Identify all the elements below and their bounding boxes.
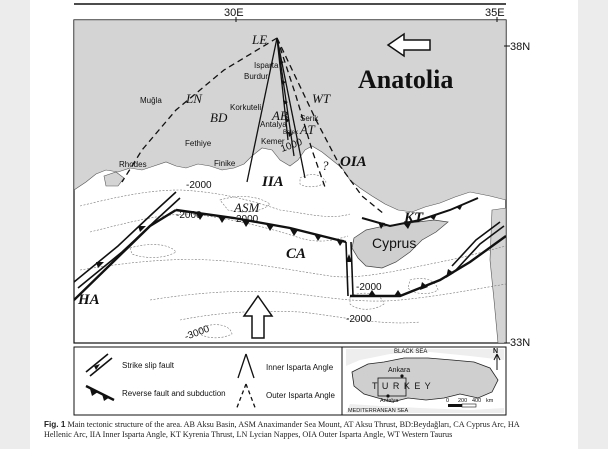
inset-turkey: T U R K E Y bbox=[372, 381, 432, 391]
legend-strike-slip-label: Strike slip fault bbox=[122, 361, 175, 370]
inset-black-sea: BLACK SEA bbox=[394, 349, 428, 355]
inset-ankara: Ankara bbox=[388, 367, 411, 374]
scale-400: 400 bbox=[472, 398, 482, 404]
depth-label: -3000 bbox=[183, 323, 212, 343]
label-question: ? bbox=[322, 158, 329, 173]
label-ca: CA bbox=[286, 246, 307, 262]
label-ln: LN bbox=[186, 91, 202, 106]
place-fethiye: Fethiye bbox=[185, 139, 212, 148]
label-at: AT bbox=[300, 122, 315, 137]
place-le: LE bbox=[252, 32, 268, 47]
caption-label: Fig. 1 bbox=[44, 420, 66, 429]
lat-label-38n: 38N bbox=[510, 41, 531, 53]
label-ab: AB bbox=[272, 108, 288, 123]
label-oia: OIA bbox=[340, 154, 367, 170]
label-bd: BD bbox=[210, 110, 228, 125]
label-kt: KT bbox=[404, 210, 424, 226]
place-kemer: Kemer bbox=[261, 137, 285, 146]
legend-inner-angle-label: Inner Isparta Angle bbox=[266, 363, 334, 372]
place-mugla: Muğla bbox=[140, 96, 162, 105]
place-serik: Serik bbox=[300, 114, 319, 123]
place-korkuteli: Korkuteli bbox=[230, 103, 262, 112]
depth-label: -2000 bbox=[186, 180, 212, 191]
place-cyprus: Cyprus bbox=[372, 235, 417, 251]
figure-caption bbox=[44, 420, 544, 440]
place-finike: Finike bbox=[214, 159, 236, 168]
scale-km: km bbox=[486, 398, 494, 404]
depth-label: -2000 bbox=[346, 314, 372, 325]
lon-label-35e: 35E bbox=[485, 7, 505, 19]
lat-label-33n: 33N bbox=[510, 337, 531, 349]
place-belek: Belek bbox=[283, 130, 299, 136]
scale-0: 0 bbox=[446, 398, 450, 404]
region-label-anatolia: Anatolia bbox=[358, 65, 454, 94]
label-ha: HA bbox=[78, 292, 100, 308]
place-isparta: Isparta bbox=[254, 61, 279, 70]
place-antalya: Antalya bbox=[260, 120, 287, 129]
turkey-outline bbox=[352, 358, 498, 402]
scale-200: 200 bbox=[458, 398, 468, 404]
inset-mediterranean: MEDITERRANEAN SEA bbox=[348, 408, 409, 414]
legend-outer-angle-label: Outer Isparta Angle bbox=[266, 391, 335, 400]
lon-label-30e: 30E bbox=[224, 7, 244, 19]
depth-label: 1000 bbox=[279, 136, 304, 155]
place-rhodes: Rhodes bbox=[119, 160, 147, 169]
place-burdur: Burdur bbox=[244, 72, 269, 81]
inset-north: N bbox=[493, 348, 499, 355]
label-iia: IIA bbox=[262, 174, 284, 190]
legend-reverse-fault-label: Reverse fault and subduction bbox=[122, 389, 226, 398]
label-asm: ASM bbox=[234, 200, 260, 215]
label-wt: WT bbox=[312, 91, 331, 106]
depth-label: -2000 bbox=[356, 282, 382, 293]
caption-text: Main tectonic structure of the area. AB Aksu Basin, ASM Anaximander Sea Mount, AT Aksu Thrust, BD:Beydağları, CA Cyprus Arc, HA Hellenic Arc, IIA Inner Isparta Angle, KT Kyrenia Thrust, LN Lycian Nappes, OIA Outer Isparta Angle, WT Western Taurus bbox=[44, 420, 520, 439]
scale-bar bbox=[448, 404, 476, 407]
depth-label: 2000 bbox=[236, 214, 259, 225]
inset-antalya: Antalya bbox=[380, 398, 399, 404]
depth-label: -2000 bbox=[176, 210, 202, 221]
